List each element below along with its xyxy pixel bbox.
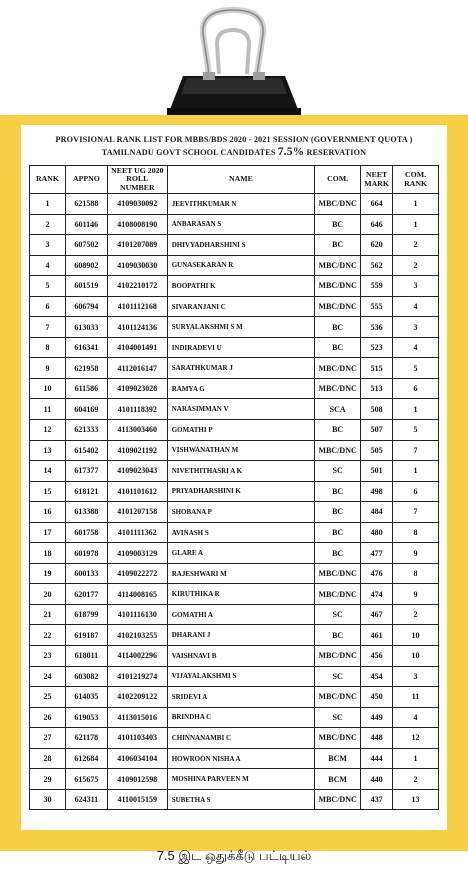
appno-cell: 616341 [65,337,107,358]
rank-cell: 28 [30,748,66,769]
neet-mark-cell: 449 [361,707,393,728]
appno-cell: 611586 [65,378,107,399]
table-row [30,666,439,687]
community-cell: MBC/DNC [315,789,361,810]
name-cell: SUBETHA S [167,789,314,810]
table-row [30,214,439,235]
neet-mark-cell: 440 [361,769,393,790]
community-rank-cell: 6 [393,378,439,399]
name-cell: GOMATHI P [167,420,314,441]
rank-cell: 9 [30,358,66,379]
community-cell: MBC/DNC [315,440,361,461]
community-rank-cell: 7 [393,440,439,461]
community-rank-cell: 3 [393,666,439,687]
community-cell: BC [315,214,361,235]
roll-number-cell: 4101118392 [107,399,167,420]
table-row [30,399,439,420]
neet-mark-cell: 562 [361,255,393,276]
roll-number-cell: 4101116130 [107,604,167,625]
neet-mark-cell: 501 [361,461,393,482]
table-row [30,358,439,379]
table-row [30,707,439,728]
community-rank-cell: 1 [393,214,439,235]
rank-cell: 23 [30,646,66,667]
rank-table [29,165,439,810]
community-rank-cell: 2 [393,235,439,256]
community-cell: BCM [315,748,361,769]
appno-cell: 613388 [65,502,107,523]
roll-number-cell: 4109021192 [107,440,167,461]
roll-number-cell: 4109023028 [107,378,167,399]
name-cell: AVINASH S [167,522,314,543]
community-rank-cell: 12 [393,728,439,749]
community-cell: BCM [315,769,361,790]
roll-number-cell: 4113015016 [107,707,167,728]
community-cell: BC [315,235,361,256]
community-rank-cell: 4 [393,707,439,728]
community-rank-cell: 2 [393,255,439,276]
rank-cell: 13 [30,440,66,461]
appno-cell: 619053 [65,707,107,728]
header-rank: RANK [30,166,66,194]
title-line-2 [21,146,447,159]
appno-cell: 606794 [65,296,107,317]
name-cell: BRINDHA C [167,707,314,728]
name-cell: SIVARANJANI C [167,296,314,317]
table-row [30,378,439,399]
rank-cell: 24 [30,666,66,687]
community-rank-cell: 5 [393,420,439,441]
neet-mark-cell: 555 [361,296,393,317]
title-line-2-percent: 7.5% [277,146,305,158]
neet-mark-cell: 536 [361,317,393,338]
appno-cell: 607502 [65,235,107,256]
table-row [30,481,439,502]
roll-number-cell: 4102209122 [107,687,167,708]
name-cell: DHIVYADHARSHINI S [167,235,314,256]
rank-cell: 27 [30,728,66,749]
roll-number-cell: 4109023043 [107,461,167,482]
neet-mark-cell: 484 [361,502,393,523]
community-rank-cell: 13 [393,789,439,810]
rank-cell: 10 [30,378,66,399]
community-cell: MBC/DNC [315,584,361,605]
roll-number-cell: 4108008190 [107,214,167,235]
rank-cell: 2 [30,214,66,235]
name-cell: VAISHNAVI B [167,646,314,667]
community-cell: SC [315,666,361,687]
rank-cell: 6 [30,296,66,317]
roll-number-cell: 4114002296 [107,646,167,667]
rank-cell: 8 [30,337,66,358]
document-title [21,133,447,159]
roll-number-cell: 4112016147 [107,358,167,379]
roll-number-cell: 4101124136 [107,317,167,338]
title-line-2-suffix: RESERVATION [306,148,367,157]
community-cell: BC [315,502,361,523]
rank-cell: 29 [30,769,66,790]
name-cell: BOOPATHI K [167,276,314,297]
header-roll-number: NEET UG 2020 ROLL NUMBER [107,166,167,194]
caption: 7.5 இட ஒதுக்கீடு பட்டியல் [156,848,312,863]
neet-mark-cell: 456 [361,646,393,667]
table-row [30,748,439,769]
roll-number-cell: 4104001491 [107,337,167,358]
appno-cell: 621588 [65,194,107,215]
neet-mark-cell: 480 [361,522,393,543]
table-row [30,625,439,646]
roll-number-cell: 4110015159 [107,789,167,810]
community-rank-cell: 1 [393,748,439,769]
appno-cell: 615402 [65,440,107,461]
appno-cell: 608902 [65,255,107,276]
rank-table-body [30,194,439,810]
name-cell: JEEVITHKUMAR N [167,194,314,215]
rank-cell: 11 [30,399,66,420]
community-cell: SC [315,604,361,625]
appno-cell: 601519 [65,276,107,297]
community-cell: MBC/DNC [315,728,361,749]
roll-number-cell: 4109022272 [107,563,167,584]
rank-cell: 15 [30,481,66,502]
community-cell: BC [315,337,361,358]
appno-cell: 618011 [65,646,107,667]
community-cell: SC [315,461,361,482]
neet-mark-cell: 498 [361,481,393,502]
community-rank-cell: 1 [393,399,439,420]
table-row [30,296,439,317]
community-rank-cell: 5 [393,358,439,379]
neet-mark-cell: 448 [361,728,393,749]
name-cell: GUNASEKARAN R [167,255,314,276]
rank-cell: 26 [30,707,66,728]
table-row [30,317,439,338]
roll-number-cell: 4101207089 [107,235,167,256]
rank-cell: 20 [30,584,66,605]
community-rank-cell: 11 [393,687,439,708]
rank-cell: 14 [30,461,66,482]
appno-cell: 620177 [65,584,107,605]
table-row [30,235,439,256]
table-row [30,194,439,215]
name-cell: ANBARASAN S [167,214,314,235]
community-rank-cell: 10 [393,625,439,646]
name-cell: GOMATHI A [167,604,314,625]
table-row [30,563,439,584]
name-cell: GLARE A [167,543,314,564]
neet-mark-cell: 507 [361,420,393,441]
appno-cell: 604169 [65,399,107,420]
rank-cell: 1 [30,194,66,215]
community-rank-cell: 6 [393,481,439,502]
neet-mark-cell: 450 [361,687,393,708]
table-row [30,337,439,358]
community-rank-cell: 8 [393,563,439,584]
appno-cell: 621333 [65,420,107,441]
community-cell: MBC/DNC [315,194,361,215]
rank-cell: 16 [30,502,66,523]
table-row [30,646,439,667]
roll-number-cell: 4102210172 [107,276,167,297]
binder-clip-icon [163,4,305,122]
community-cell: MBC/DNC [315,687,361,708]
community-cell: MBC/DNC [315,378,361,399]
community-rank-cell: 7 [393,502,439,523]
table-row [30,522,439,543]
name-cell: SARATHKUMAR J [167,358,314,379]
community-rank-cell: 9 [393,584,439,605]
neet-mark-cell: 515 [361,358,393,379]
neet-mark-cell: 646 [361,214,393,235]
name-cell: RAMYA G [167,378,314,399]
name-cell: VIJAYALAKSHMI S [167,666,314,687]
appno-cell: 618121 [65,481,107,502]
appno-cell: 621958 [65,358,107,379]
neet-mark-cell: 508 [361,399,393,420]
title-line-2-prefix: TAMILNADU GOVT SCHOOL CANDIDATES [101,148,276,157]
rank-cell: 19 [30,563,66,584]
name-cell: SURYALAKSHMI S M [167,317,314,338]
community-cell: BC [315,420,361,441]
rank-cell: 18 [30,543,66,564]
community-rank-cell: 2 [393,769,439,790]
table-row [30,502,439,523]
name-cell: VISHWANATHAN M [167,440,314,461]
appno-cell: 614035 [65,687,107,708]
appno-cell: 615675 [65,769,107,790]
community-rank-cell: 2 [393,604,439,625]
community-rank-cell: 1 [393,461,439,482]
appno-cell: 617377 [65,461,107,482]
neet-mark-cell: 523 [361,337,393,358]
community-rank-cell: 4 [393,337,439,358]
roll-number-cell: 4113003460 [107,420,167,441]
appno-cell: 601978 [65,543,107,564]
table-row [30,543,439,564]
appno-cell: 601758 [65,522,107,543]
table-row [30,687,439,708]
rank-cell: 7 [30,317,66,338]
community-rank-cell: 4 [393,296,439,317]
table-row [30,789,439,810]
neet-mark-cell: 505 [361,440,393,461]
name-cell: DHARANI J [167,625,314,646]
name-cell: MOSHINA PARVEEN M [167,769,314,790]
neet-mark-cell: 454 [361,666,393,687]
neet-mark-cell: 467 [361,604,393,625]
neet-mark-cell: 476 [361,563,393,584]
table-row [30,255,439,276]
neet-mark-cell: 620 [361,235,393,256]
name-cell: NIVETHITHASRI A K [167,461,314,482]
rank-cell: 30 [30,789,66,810]
name-cell: CHINNANAMBI C [167,728,314,749]
header-appno: APPNO [65,166,107,194]
roll-number-cell: 4101101612 [107,481,167,502]
community-cell: MBC/DNC [315,276,361,297]
title-line-1: PROVISIONAL RANK LIST FOR MBBS/BDS 2020 - 2021 SESSION (GOVERNMENT QUOTA ) [55,135,413,144]
roll-number-cell: 4101111362 [107,522,167,543]
rank-cell: 17 [30,522,66,543]
roll-number-cell: 4109003129 [107,543,167,564]
neet-mark-cell: 513 [361,378,393,399]
header-community: COM. [315,166,361,194]
community-cell: BC [315,317,361,338]
community-cell: MBC/DNC [315,296,361,317]
community-cell: SCA [315,399,361,420]
table-row [30,276,439,297]
roll-number-cell: 4114008165 [107,584,167,605]
roll-number-cell: 4106034104 [107,748,167,769]
appno-cell: 613033 [65,317,107,338]
table-row [30,440,439,461]
roll-number-cell: 4109012598 [107,769,167,790]
name-cell: SHOBANA P [167,502,314,523]
table-row [30,769,439,790]
table-row [30,604,439,625]
community-rank-cell: 3 [393,317,439,338]
roll-number-cell: 4109030092 [107,194,167,215]
community-cell: MBC/DNC [315,255,361,276]
neet-mark-cell: 559 [361,276,393,297]
table-row [30,420,439,441]
appno-cell: 624311 [65,789,107,810]
rank-cell: 22 [30,625,66,646]
rank-cell: 4 [30,255,66,276]
community-cell: MBC/DNC [315,646,361,667]
roll-number-cell: 4102103255 [107,625,167,646]
neet-mark-cell: 444 [361,748,393,769]
rank-cell: 3 [30,235,66,256]
neet-mark-cell: 474 [361,584,393,605]
name-cell: KIRUTHIKA R [167,584,314,605]
community-cell: BC [315,522,361,543]
community-cell: BC [315,543,361,564]
roll-number-cell: 4101103403 [107,728,167,749]
neet-mark-cell: 477 [361,543,393,564]
neet-mark-cell: 461 [361,625,393,646]
appno-cell: 621178 [65,728,107,749]
appno-cell: 600133 [65,563,107,584]
roll-number-cell: 4109030030 [107,255,167,276]
name-cell: SRIDEVI A [167,687,314,708]
roll-number-cell: 4101112168 [107,296,167,317]
community-cell: BC [315,625,361,646]
table-row [30,728,439,749]
community-cell: MBC/DNC [315,563,361,584]
community-cell: MBC/DNC [315,358,361,379]
community-rank-cell: 1 [393,194,439,215]
roll-number-cell: 4101207158 [107,502,167,523]
neet-mark-cell: 664 [361,194,393,215]
rank-table-header [30,166,439,194]
table-row [30,584,439,605]
name-cell: PRIYADHARSHINI K [167,481,314,502]
rank-cell: 21 [30,604,66,625]
rank-cell: 12 [30,420,66,441]
header-name: NAME [167,166,314,194]
header-row [30,166,439,194]
header-community-rank: COM. RANK [393,166,439,194]
appno-cell: 601146 [65,214,107,235]
community-cell: SC [315,707,361,728]
rank-cell: 25 [30,687,66,708]
community-rank-cell: 10 [393,646,439,667]
name-cell: INDIRADEVI U [167,337,314,358]
name-cell: RAJESHWARI M [167,563,314,584]
binder-clip-area [0,0,468,122]
roll-number-cell: 4101219274 [107,666,167,687]
rank-cell: 5 [30,276,66,297]
name-cell: NARASIMMAN V [167,399,314,420]
name-cell: HOWROON NISHA A [167,748,314,769]
appno-cell: 619187 [65,625,107,646]
neet-mark-cell: 437 [361,789,393,810]
appno-cell: 603082 [65,666,107,687]
community-rank-cell: 9 [393,543,439,564]
community-rank-cell: 3 [393,276,439,297]
appno-cell: 618799 [65,604,107,625]
community-rank-cell: 8 [393,522,439,543]
header-neet-mark: NEET MARK [361,166,393,194]
community-cell: BC [315,481,361,502]
appno-cell: 612684 [65,748,107,769]
table-row [30,461,439,482]
